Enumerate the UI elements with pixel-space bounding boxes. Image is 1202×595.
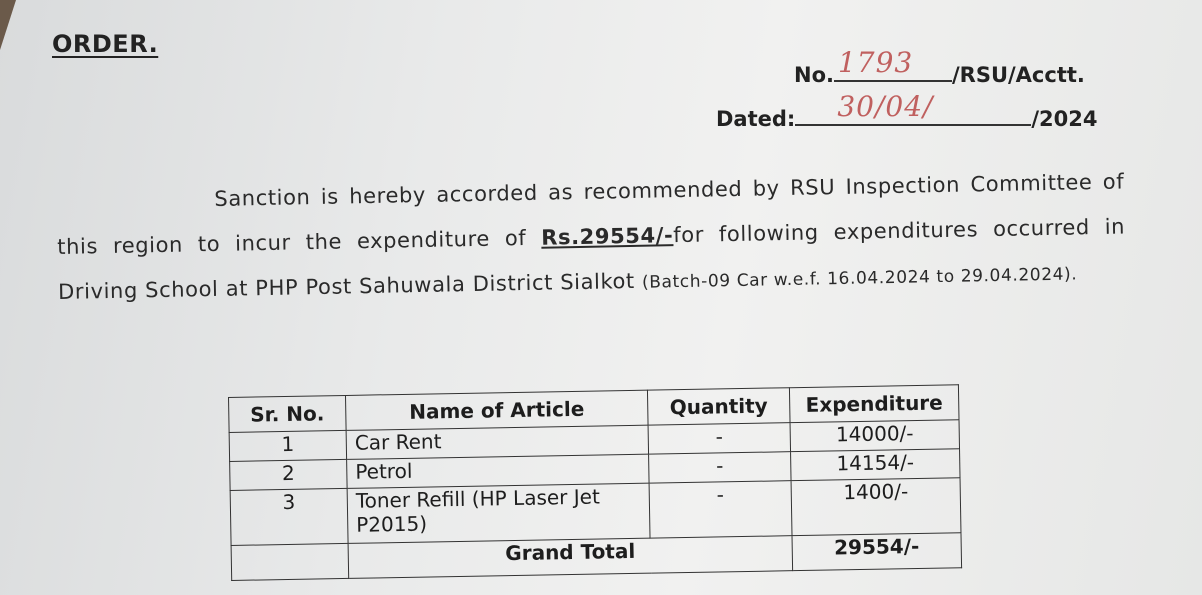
row-sr: 1 [229,430,346,461]
sanction-paragraph [56,159,1126,316]
batch-note: (Batch-09 Car w.e.f. 16.04.2024 to 29.04.2024). [641,264,1078,293]
row-exp: 14154/- [791,449,960,481]
header-expenditure: Expenditure [789,385,959,423]
row-qty: - [648,423,790,454]
order-number-suffix: /RSU/Acctt. [951,63,1085,87]
header-name-of-article: Name of Article [345,390,648,430]
row-qty: - [649,452,791,483]
row-exp: 14000/- [790,420,959,452]
row-sr: 2 [230,459,347,490]
expenditure-table [228,384,962,581]
order-date-blank [795,90,1031,126]
order-date-year: /2024 [1031,107,1098,131]
header-sr-no: Sr. No. [229,395,347,432]
order-number-line [794,46,1085,87]
total-empty-cell [231,543,349,580]
row-exp: 1400/- [791,478,961,536]
order-number-handwritten: 1793 [837,46,914,79]
header-quantity: Quantity [647,388,790,425]
row-sr: 3 [230,488,348,545]
row-name: Car Rent [346,425,648,459]
order-number-blank [834,46,952,82]
row-qty: - [649,481,792,538]
sanction-amount: Rs.29554/- [540,223,674,250]
paragraph-indent [57,206,215,209]
order-date-handwritten: 30/04/ [837,90,934,123]
order-date-line [716,90,1098,131]
grand-total-label: Grand Total [348,536,793,579]
order-title: ORDER. [52,30,159,58]
expenditure-table-wrap [228,384,962,581]
order-number-label: No. [794,63,834,87]
page-corner-shadow [0,0,16,50]
row-name: Toner Refill (HP Laser Jet P2015) [347,483,650,543]
order-date-label: Dated: [716,107,796,131]
paragraph-text-2: for following expenditures occurred in Driving School at PHP Post Sahuwala District Sialkot [57,214,1126,304]
paragraph-text-1: Sanction is hereby accorded as recommended by RSU Inspection Committee of this region to incur the expenditure of [57,169,1125,259]
grand-total-value: 29554/- [792,533,962,571]
row-name: Petrol [347,454,649,488]
